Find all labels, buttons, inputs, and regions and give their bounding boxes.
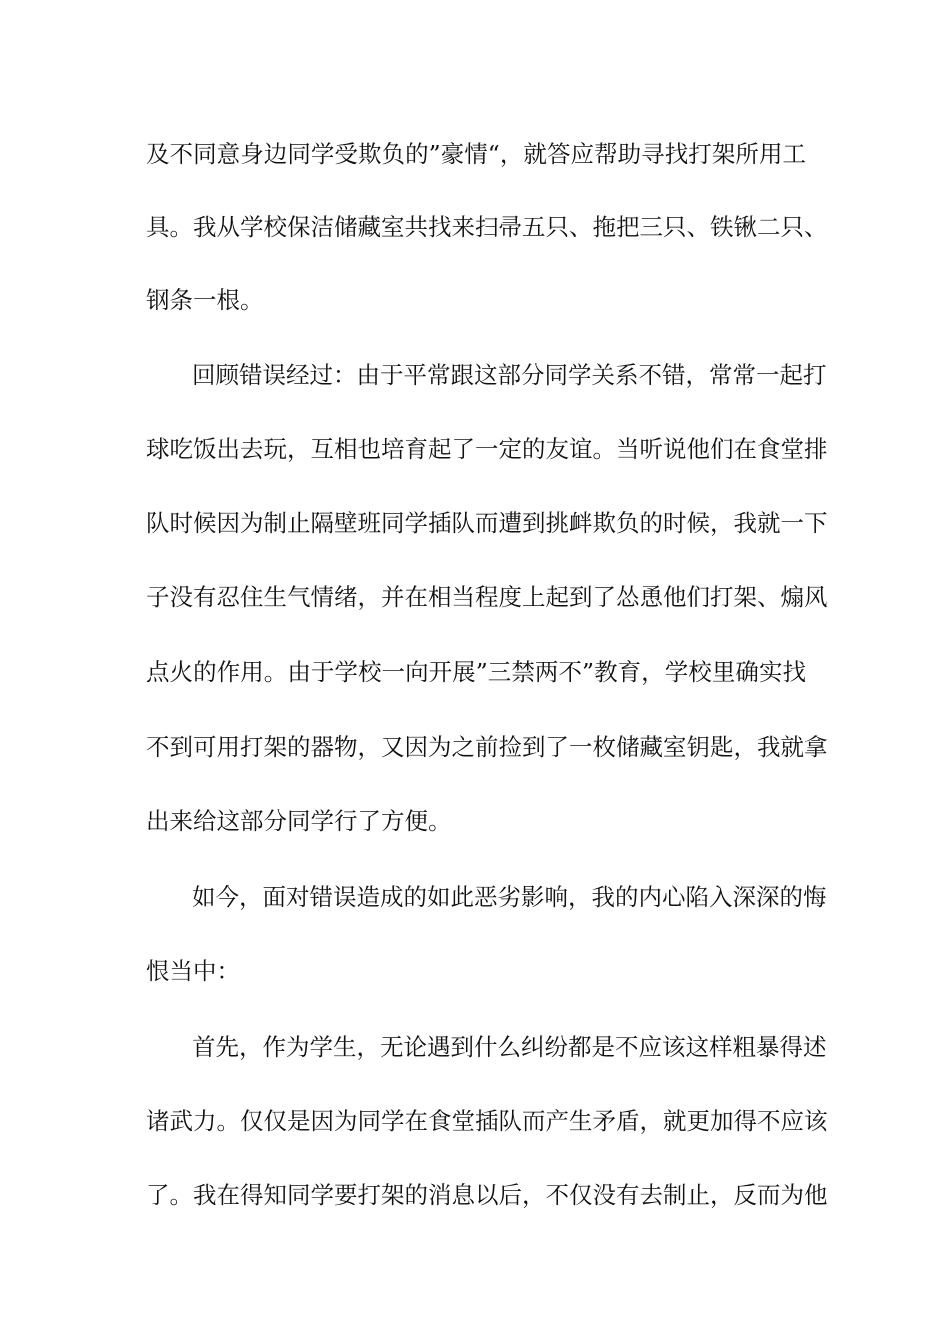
text-line: 不到可用打架的器物，又因为之前捡到了一枚储藏室钥匙，我就拿 — [146, 733, 828, 761]
text-line: 出来给这部分同学行了方便。 — [146, 807, 452, 835]
text-line: 点火的作用。由于学校一向开展”三禁两不”教育，学校里确实找 — [146, 658, 806, 686]
text-line: 及不同意身边同学受欺负的”豪情“，就答应帮助寻找打架所用工 — [146, 140, 806, 168]
paragraph-first-line: 如今，面对错误造成的如此恶劣影响，我的内心陷入深深的悔 — [192, 883, 827, 911]
text-line: 球吃饭出去玩，互相也培育起了一定的友谊。当听说他们在食堂排 — [146, 435, 828, 463]
paragraph-first-line: 首先，作为学生，无论遇到什么纠纷都是不应该这样粗暴得述 — [192, 1033, 827, 1061]
text-line: 具。我从学校保洁储藏室共找来扫帚五只、拖把三只、铁锹二只、 — [146, 213, 828, 241]
text-line: 队时候因为制止隔壁班同学插队而遭到挑衅欺负的时候，我就一下 — [146, 509, 828, 537]
text-line: 了。我在得知同学要打架的消息以后，不仅没有去制止，反而为他 — [146, 1181, 828, 1209]
text-line: 诸武力。仅仅是因为同学在食堂插队而产生矛盾，就更加得不应该 — [146, 1107, 828, 1135]
text-line: 子没有忍住生气情绪，并在相当程度上起到了怂恿他们打架、煽风 — [146, 583, 828, 611]
text-line: 钢条一根。 — [146, 286, 264, 314]
text-line: 恨当中： — [146, 957, 240, 985]
paragraph-first-line: 回顾错误经过：由于平常跟这部分同学关系不错，常常一起打 — [192, 361, 827, 389]
